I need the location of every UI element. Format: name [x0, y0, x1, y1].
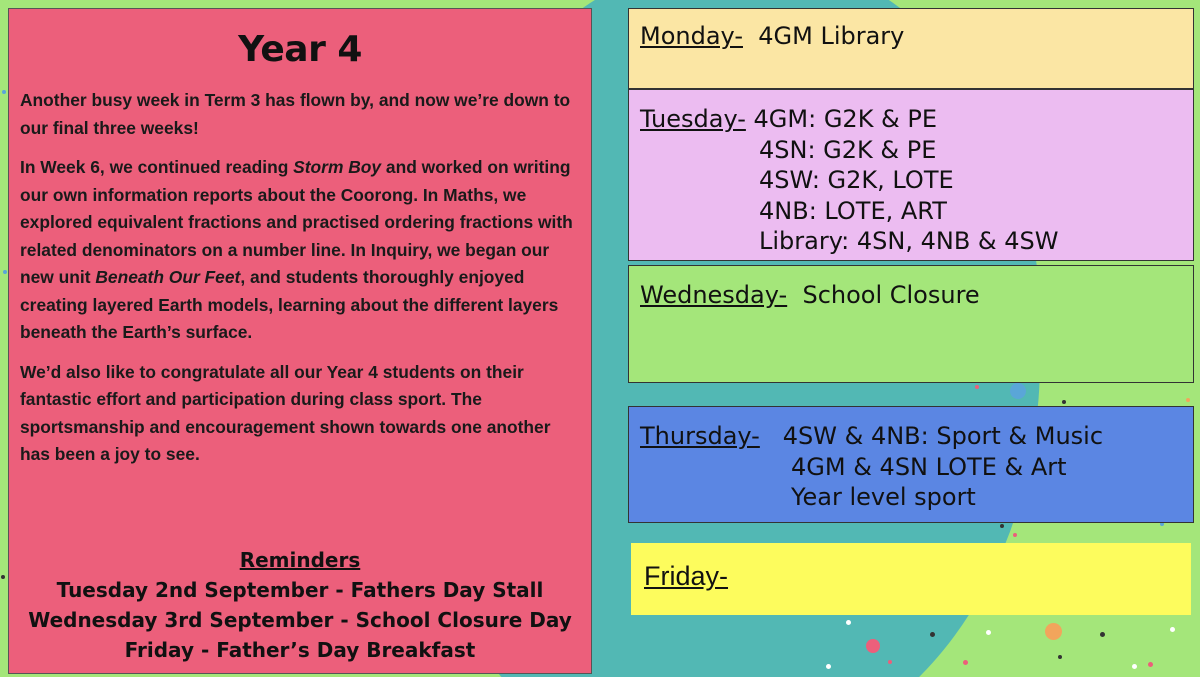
decorative-dot	[1000, 524, 1004, 528]
schedule-tuesday	[628, 89, 1194, 261]
decorative-dot	[1170, 627, 1175, 632]
schedule-wednesday	[628, 265, 1194, 383]
decorative-dot	[930, 632, 935, 637]
schedule-row	[640, 104, 1193, 135]
decorative-dot	[1100, 632, 1105, 637]
decorative-dot	[846, 620, 851, 625]
reminder-item: Wednesday 3rd September - School Closure Day	[28, 608, 572, 632]
decorative-dot	[826, 664, 831, 669]
book-title: Storm Boy	[293, 157, 382, 177]
decorative-dot	[866, 639, 880, 653]
page-title: Year 4	[238, 29, 362, 70]
decorative-dot	[963, 660, 968, 665]
schedule-row	[640, 280, 1193, 311]
paragraph-intro: Another busy week in Term 3 has flown by, and now we’re down to our final three weeks!	[20, 90, 571, 138]
decorative-dot	[2, 90, 6, 94]
day-label-monday: Monday-	[640, 22, 743, 50]
schedule-entry: 4SN: G2K & PE	[759, 135, 937, 164]
schedule-row	[640, 421, 1193, 452]
schedule-row	[640, 21, 1193, 52]
decorative-dot	[975, 385, 979, 389]
day-label-thursday: Thursday-	[640, 422, 760, 450]
decorative-dot	[888, 660, 892, 664]
day-label-friday: Friday-	[644, 561, 729, 591]
decorative-dot	[1058, 655, 1062, 659]
schedule-entry: 4SW & 4NB: Sport & Music	[782, 422, 1104, 450]
schedule-entry: Year level sport	[791, 483, 976, 511]
schedule-thursday	[628, 406, 1194, 523]
paragraph-text: and worked on writing our own information reports about the Coorong. In Maths, we explored equivalent fractions and practised ordering fractions with related denominators on a number line. In Inquiry, we began our new unit	[20, 157, 573, 287]
decorative-dot	[3, 270, 7, 274]
decorative-dot	[1010, 383, 1026, 399]
reminder-item: Tuesday 2nd September - Fathers Day Stall	[56, 578, 544, 602]
decorative-dot	[1045, 623, 1062, 640]
schedule-monday	[628, 8, 1194, 89]
schedule-entry: 4NB: LOTE, ART	[759, 196, 947, 225]
decorative-dot	[1186, 398, 1190, 402]
paragraph-sport: We’d also like to congratulate all our Year 4 students on their fantastic effort and participation during class sport. The sportsmanship and encouragement shown towards one another has been a joy to see.	[20, 361, 551, 464]
newsletter-body	[20, 87, 580, 481]
day-label-wednesday: Wednesday-	[640, 281, 788, 309]
paragraph-learning	[20, 154, 580, 347]
reminders-heading: Reminders	[239, 548, 361, 572]
paragraph-text: In Week 6, we continued reading	[20, 157, 294, 177]
decorative-dot	[1148, 662, 1153, 667]
schedule-entry: 4GM Library	[758, 22, 905, 50]
decorative-dot	[1, 575, 5, 579]
schedule-entry: 4GM & 4SN LOTE & Art	[791, 452, 1067, 481]
unit-title: Beneath Our Feet	[95, 267, 241, 287]
decorative-dot	[1013, 533, 1017, 537]
decorative-dot	[986, 630, 991, 635]
schedule-entry: 4SW: G2K, LOTE	[759, 166, 954, 194]
paragraph-text: , and students thoroughly enjoyed creating layered Earth models, learning about the different layers beneath the Earth’s surface.	[20, 267, 559, 342]
reminder-item: Friday - Father’s Day Breakfast	[124, 638, 476, 662]
schedule-entry: School Closure	[802, 281, 980, 309]
reminders-section	[9, 545, 591, 665]
day-label-tuesday: Tuesday-	[640, 105, 746, 133]
schedule-friday	[631, 543, 1191, 615]
schedule-entry: 4GM: G2K & PE	[753, 105, 938, 133]
schedule-entry: Library: 4SN, 4NB & 4SW	[759, 227, 1059, 255]
decorative-dot	[1062, 400, 1066, 404]
decorative-dot	[1132, 664, 1137, 669]
newsletter-panel	[8, 8, 592, 674]
